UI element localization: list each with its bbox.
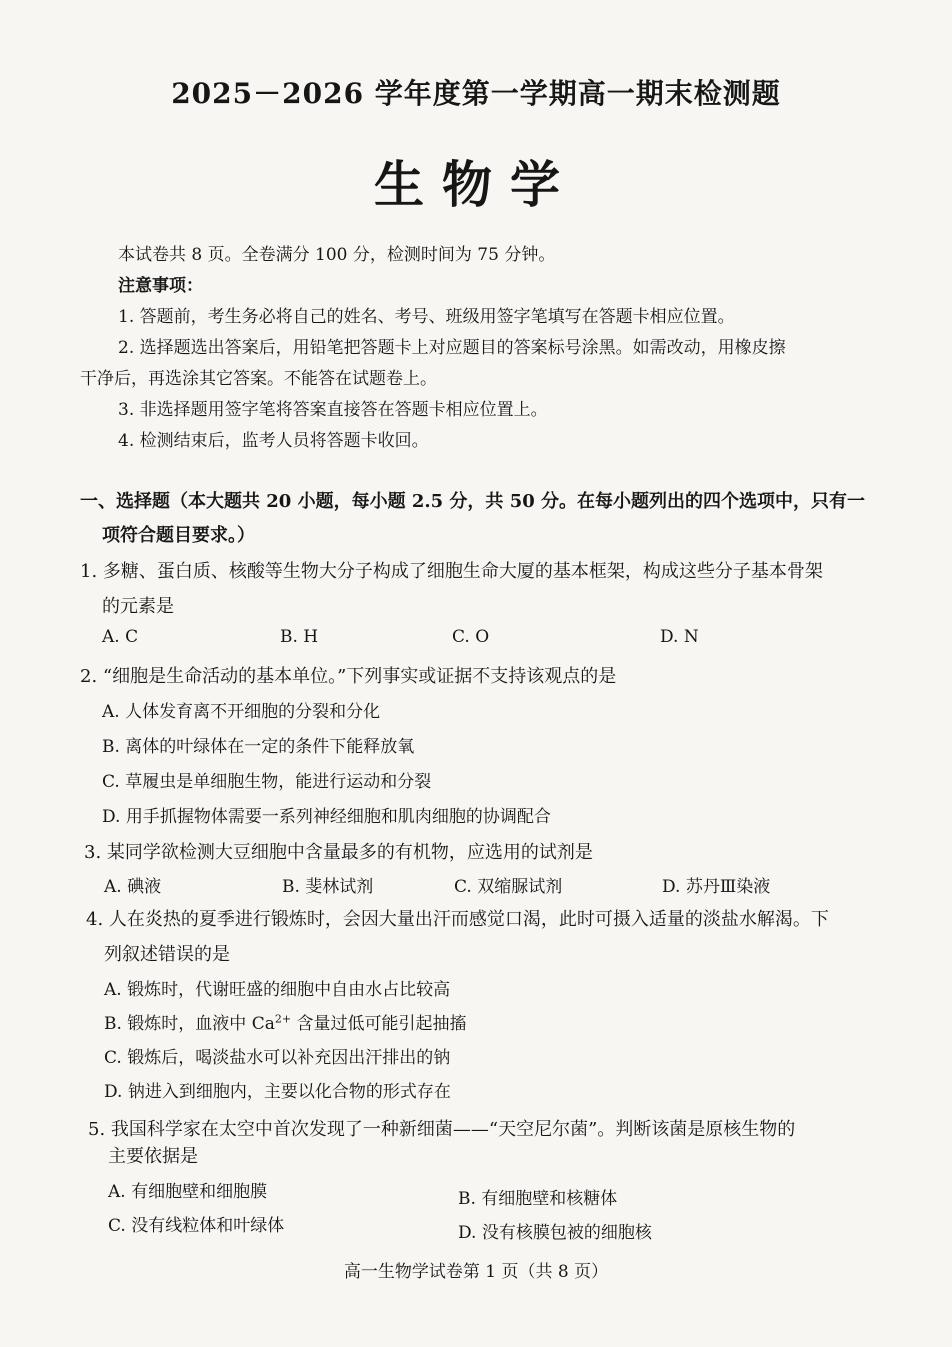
q2-option-d: D. 用手抓握物体需要一系列神经细胞和肌肉细胞的协调配合 [102, 807, 551, 827]
question-4: 4. 人在炎热的夏季进行锻炼时，会因大量出汗而感觉口渴，此时可摄入适量的淡盐水解渴。下 [86, 909, 829, 930]
q1-option-a: A. C [102, 627, 139, 647]
calcium-charge: 2+ [274, 1012, 292, 1026]
q3-option-c: C. 双缩脲试剂 [454, 877, 563, 897]
q4-option-b [104, 1009, 466, 1034]
note-item: 3. 非选择题用签字笔将答案直接答在答题卡相应位置上。 [118, 400, 548, 420]
q5-option-a: A. 有细胞壁和细胞膜 [108, 1182, 268, 1202]
note-item: 4. 检测结束后，监考人员将答题卡收回。 [118, 431, 429, 451]
q5-option-b: B. 有细胞壁和核糖体 [458, 1189, 618, 1209]
note-item: 1. 答题前，考生务必将自己的姓名、考号、班级用签字笔填写在答题卡相应位置。 [118, 307, 735, 327]
exam-summary: 本试卷共 8 页。全卷满分 100 分，检测时间为 75 分钟。 [118, 245, 556, 265]
page-footer: 高一生物学试卷第 1 页（共 8 页） [343, 1262, 609, 1282]
q2-option-c: C. 草履虫是单细胞生物，能进行运动和分裂 [102, 772, 432, 792]
question-2: 2. “细胞是生命活动的基本单位。”下列事实或证据不支持该观点的是 [80, 666, 617, 687]
q4-option-b-post: 含量过低可能引起抽搐 [291, 1014, 467, 1034]
question-5: 5. 我国科学家在太空中首次发现了一种新细菌——“天空尼尔菌”。判断该菌是原核生物的 [88, 1119, 796, 1140]
question-1-cont: 的元素是 [102, 596, 174, 617]
q1-option-c: C. O [452, 627, 490, 647]
q4-option-c: C. 锻炼后，喝淡盐水可以补充因出汗排出的钠 [104, 1048, 451, 1068]
subject-title: 生物学 [374, 155, 578, 214]
q3-option-b: B. 斐林试剂 [282, 877, 374, 897]
q4-option-d: D. 钠进入到细胞内，主要以化合物的形式存在 [104, 1082, 451, 1102]
question-4-cont: 列叙述错误的是 [104, 944, 230, 965]
note-item: 干净后，再选涂其它答案。不能答在试题卷上。 [80, 369, 437, 389]
question-1: 1. 多糖、蛋白质、核酸等生物大分子构成了细胞生命大厦的基本框架，构成这些分子基本骨架 [80, 561, 823, 582]
q3-option-a: A. 碘液 [104, 877, 162, 897]
q5-option-c: C. 没有线粒体和叶绿体 [108, 1216, 285, 1236]
q3-option-d: D. 苏丹Ⅲ染液 [662, 877, 771, 897]
q2-option-b: B. 离体的叶绿体在一定的条件下能释放氧 [102, 737, 415, 757]
q4-option-a: A. 锻炼时，代谢旺盛的细胞中自由水占比较高 [104, 980, 451, 1000]
q1-option-b: B. H [280, 627, 319, 647]
section-heading-cont: 项符合题目要求。） [102, 525, 255, 546]
q4-option-b-pre: B. 锻炼时，血液中 Ca [104, 1014, 275, 1034]
note-item: 2. 选择题选出答案后，用铅笔把答题卡上对应题目的答案标号涂黑。如需改动，用橡皮擦 [118, 338, 786, 358]
notes-title: 注意事项： [118, 276, 203, 296]
q5-option-d: D. 没有核膜包被的细胞核 [458, 1223, 652, 1243]
question-5-cont: 主要依据是 [108, 1146, 198, 1167]
exam-title: 2025－2026 学年度第一学期高一期末检测题 [171, 77, 781, 110]
question-3: 3. 某同学欲检测大豆细胞中含量最多的有机物，应选用的试剂是 [84, 842, 593, 863]
q1-option-d: D. N [660, 627, 699, 647]
q2-option-a: A. 人体发育离不开细胞的分裂和分化 [102, 702, 381, 722]
section-heading: 一、选择题（本大题共 20 小题，每小题 2.5 分，共 50 分。在每小题列出的四个选项中，只有一 [80, 491, 866, 512]
